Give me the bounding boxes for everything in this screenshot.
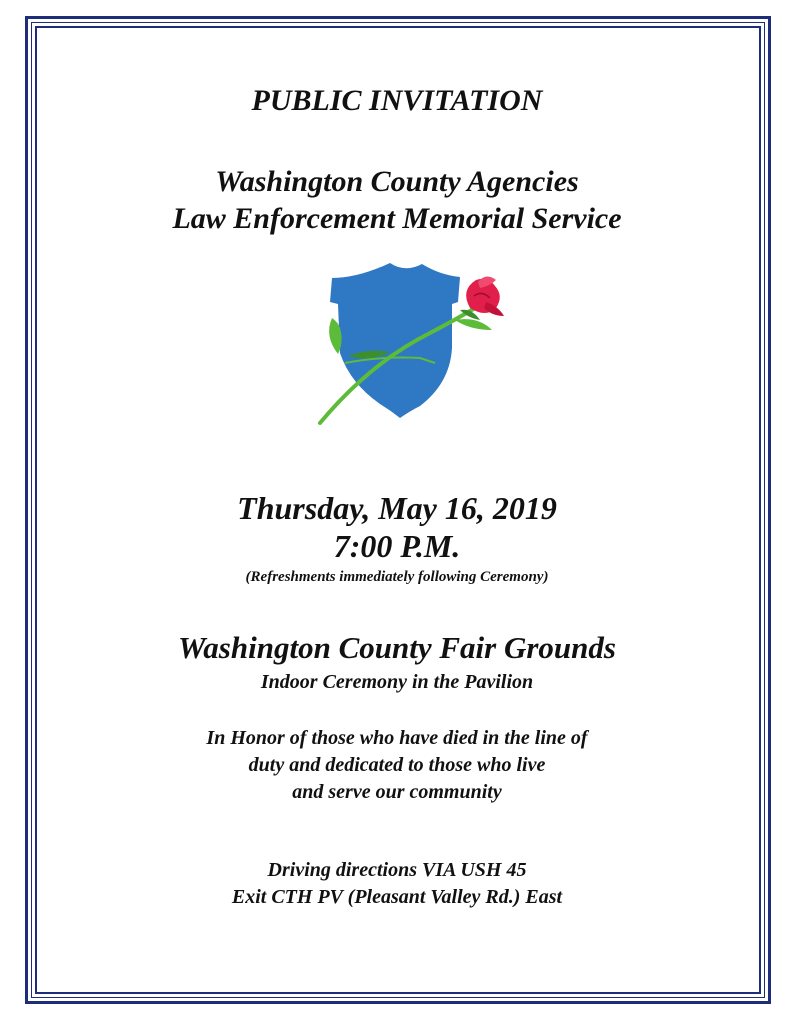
service-name: Law Enforcement Memorial Service [172, 202, 622, 235]
event-date: Thursday, May 16, 2019 [237, 490, 557, 526]
directions-line: Exit CTH PV (Pleasant Valley Rd.) East [231, 886, 563, 908]
dedication-line: In Honor of those who have died in the line of [206, 727, 588, 749]
directions-line: Driving directions VIA USH 45 [267, 859, 527, 881]
shield-with-rose-icon [310, 258, 510, 428]
venue-name: Washington County Fair Grounds [178, 630, 616, 665]
invitation-title: PUBLIC INVITATION [251, 84, 543, 117]
venue-detail: Indoor Ceremony in the Pavilion [260, 671, 534, 693]
dedication-line: duty and dedicated to those who live [248, 754, 546, 776]
event-time: 7:00 P.M. [333, 528, 461, 564]
refreshments-note: (Refreshments immediately following Ceremony) [245, 569, 549, 585]
dedication-line: and serve our community [292, 781, 502, 803]
organization-name: Washington County Agencies [215, 165, 579, 198]
shield-icon [330, 263, 460, 418]
rose-leaf-icon [455, 319, 492, 330]
